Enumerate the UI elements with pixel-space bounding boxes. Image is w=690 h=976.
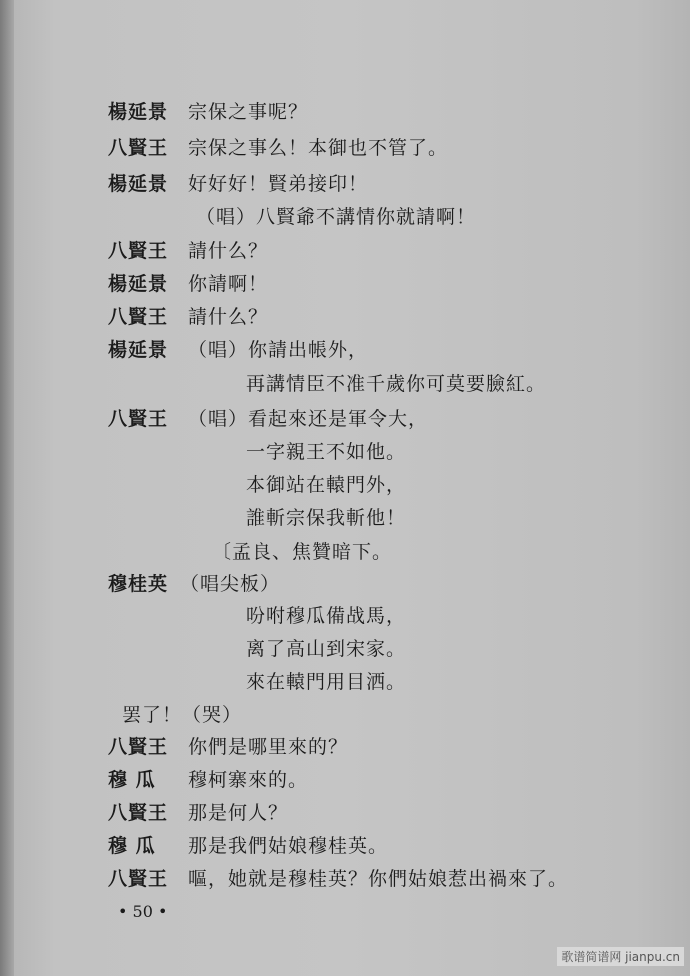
stage-direction: 〔孟良、焦贊暗下。 <box>212 541 393 563</box>
dialogue-line: （唱）看起來还是軍令大， <box>188 408 429 430</box>
dialogue-line: 宗保之事么！本御也不管了。 <box>188 137 449 159</box>
sung-line: 來在轅門用目洒。 <box>246 671 407 693</box>
page-number: • 50 • <box>118 902 168 921</box>
sung-line: （唱）八賢爺不講情你就請啊！ <box>196 206 477 228</box>
speaker-label: 八賢王 <box>108 306 169 328</box>
speaker-label: 八賢王 <box>108 408 169 430</box>
dialogue-line: 請什么？ <box>188 306 269 328</box>
speaker-label: 穆桂英 <box>108 573 169 595</box>
site-watermark: 歌谱简谱网 jianpu.cn <box>557 947 684 966</box>
dialogue-line: （唱尖板） <box>180 573 281 595</box>
sung-line: 再講情臣不准千歲你可莫要臉紅。 <box>246 373 547 395</box>
speaker-label: 八賢王 <box>108 137 169 159</box>
speaker-label: 穆 瓜 <box>108 769 156 791</box>
dialogue-line: 宗保之事呢？ <box>188 101 309 123</box>
sung-line: 离了高山到宋家。 <box>246 638 407 660</box>
dialogue-line: 罢了！（哭） <box>122 704 243 726</box>
speaker-label: 八賢王 <box>108 802 169 824</box>
dialogue-line: 嘔，她就是穆桂英？你們姑娘惹出禍來了。 <box>188 868 569 890</box>
dialogue-line: 你們是哪里來的？ <box>188 736 349 758</box>
sung-line: 吩咐穆瓜備战馬， <box>246 605 407 627</box>
sung-line: 本御站在轅門外， <box>246 474 407 496</box>
speaker-label: 楊延景 <box>108 101 169 123</box>
speaker-label: 八賢王 <box>108 736 169 758</box>
dialogue-line: （唱）你請出帳外， <box>188 339 369 361</box>
binding-shadow <box>0 0 14 976</box>
speaker-label: 八賢王 <box>108 868 169 890</box>
speaker-label: 楊延景 <box>108 173 169 195</box>
dialogue-line: 你請啊！ <box>188 273 269 295</box>
speaker-label: 楊延景 <box>108 273 169 295</box>
speaker-label: 八賢王 <box>108 240 169 262</box>
dialogue-line: 那是何人？ <box>188 802 289 824</box>
dialogue-line: 好好好！賢弟接印！ <box>188 173 369 195</box>
dialogue-line: 那是我們姑娘穆桂英。 <box>188 835 389 857</box>
speaker-label: 穆 瓜 <box>108 835 156 857</box>
speaker-label: 楊延景 <box>108 339 169 361</box>
sung-line: 誰斬宗保我斬他！ <box>246 507 407 529</box>
sung-line: 一字親王不如他。 <box>246 441 407 463</box>
dialogue-line: 穆柯寨來的。 <box>188 769 309 791</box>
dialogue-line: 請什么？ <box>188 240 269 262</box>
